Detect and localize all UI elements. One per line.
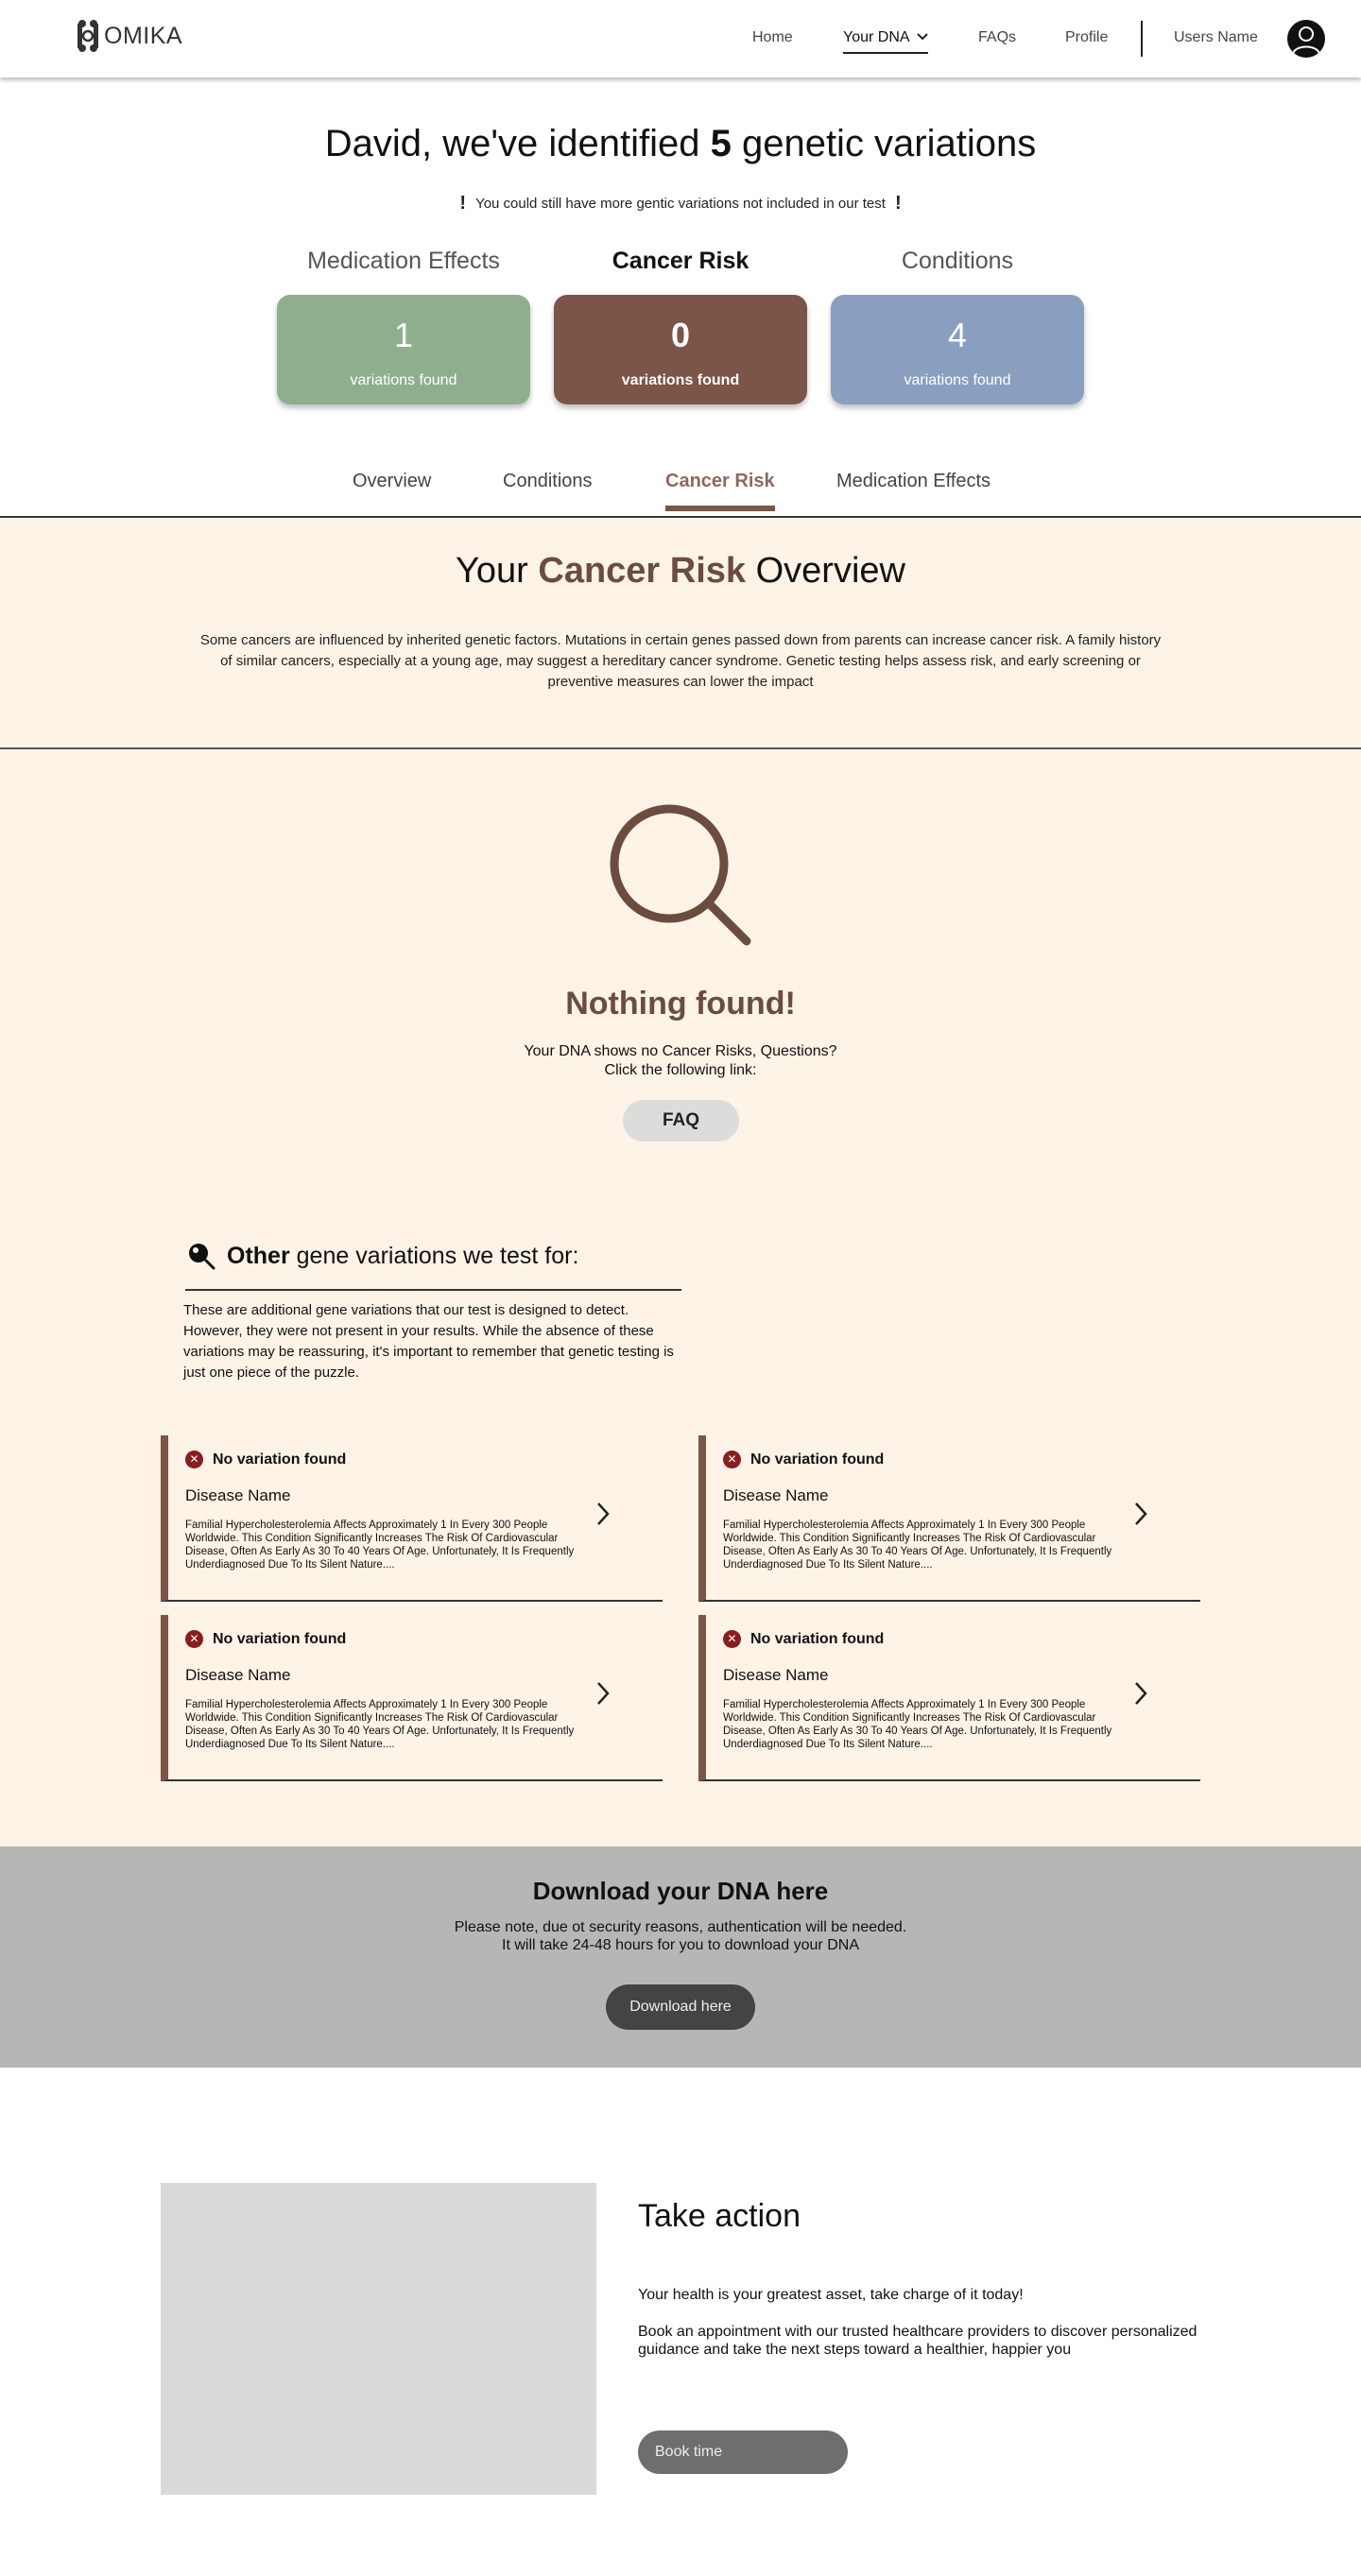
take-action-title: Take action — [638, 2198, 801, 2234]
download-line-1: Please note, due ot security reasons, authentication will be needed. — [454, 1919, 907, 1935]
disease-description: Familial Hypercholesterolemia Affects Approximately 1 In Every 300 People Worldwide. This Condition Significantly Increases The Risk Of Cardiovascular Disease, Often As Early As 30 To 40 Years Of Age. Unfortunately, It Is Frequently Underdiagnosed Due To Its Silent Nature.... — [185, 1699, 575, 1750]
take-action-text-2: Book an appointment with our trusted healthcare providers to discover personalized guidance and take the next steps toward a healthier, happier you — [638, 2324, 1197, 2358]
download-button[interactable]: Download here — [606, 1984, 755, 2030]
disease-description: Familial Hypercholesterolemia Affects Approximately 1 In Every 300 People Worldwide. This Condition Significantly Increases The Risk Of Cardiovascular Disease, Often As Early As 30 To 40 Years Of Age. Unfortunately, It Is Frequently Underdiagnosed Due To Its Silent Nature.... — [723, 1520, 1112, 1571]
variation-status-text: No variation found — [750, 1451, 885, 1468]
book-time-button[interactable]: Book time — [638, 2430, 848, 2474]
nav-your-dna-label: Your DNA — [843, 29, 909, 45]
nav-your-dna-link[interactable] — [843, 29, 928, 54]
variation-status — [723, 1630, 884, 1648]
variation-status — [723, 1451, 884, 1468]
nav-home-link[interactable]: Home — [752, 29, 793, 45]
disease-name: Disease Name — [723, 1486, 829, 1504]
other-heading-rest: gene variations we test for: — [289, 1242, 579, 1269]
chevron-right-icon[interactable] — [1131, 1500, 1150, 1528]
empty-state-line-1: Your DNA shows no Cancer Risks, Questions? — [524, 1043, 837, 1059]
variation-status — [185, 1630, 346, 1648]
disease-description: Familial Hypercholesterolemia Affects Approximately 1 In Every 300 People Worldwide. This Condition Significantly Increases The Risk Of Cardiovascular Disease, Often As Early As 30 To 40 Years Of Age. Unfortunately, It Is Frequently Underdiagnosed Due To Its Silent Nature.... — [723, 1699, 1112, 1750]
variation-status-text: No variation found — [750, 1630, 885, 1647]
card-cancer-risk[interactable] — [554, 248, 807, 404]
variation-status-text: No variation found — [213, 1451, 347, 1468]
close-circle-icon: ✕ — [185, 1451, 203, 1468]
variation-count: 5 — [710, 123, 732, 164]
card-title: Medication Effects — [307, 248, 500, 274]
empty-state-title: Nothing found! — [565, 986, 796, 1022]
card-medication-effects[interactable] — [277, 248, 530, 404]
card-body[interactable] — [554, 295, 807, 404]
other-heading-text — [227, 1243, 578, 1270]
take-action-text-1: Your health is your greatest asset, take charge of it today! — [638, 2287, 1024, 2303]
variation-card[interactable] — [161, 1435, 663, 1602]
omika-logo-icon — [76, 19, 100, 53]
headline-pre: David, we've identified — [324, 123, 711, 164]
variation-card[interactable] — [698, 1615, 1200, 1781]
card-count: 4 — [947, 316, 968, 354]
close-circle-icon: ✕ — [723, 1451, 741, 1468]
card-title: Cancer Risk — [612, 248, 749, 274]
tab-medication-effects[interactable]: Medication Effects — [836, 471, 991, 491]
variation-status — [185, 1451, 346, 1468]
card-title: Conditions — [901, 248, 1014, 274]
tab-cancer-risk[interactable]: Cancer Risk — [665, 471, 775, 511]
card-label: variations found — [904, 372, 1011, 388]
overview-title — [0, 551, 1361, 592]
disease-name: Disease Name — [723, 1666, 829, 1684]
download-text — [0, 1918, 1361, 1954]
disease-name: Disease Name — [185, 1666, 291, 1684]
faq-button[interactable]: FAQ — [623, 1100, 739, 1142]
top-nav — [0, 0, 1361, 77]
card-label: variations found — [350, 372, 457, 388]
variation-status-text: No variation found — [213, 1630, 347, 1647]
download-line-2: It will take 24-48 hours for you to download your DNA — [502, 1937, 859, 1953]
user-icon — [1287, 20, 1325, 58]
card-conditions[interactable] — [831, 248, 1084, 404]
download-title: Download your DNA here — [532, 1877, 829, 1905]
chevron-right-icon[interactable] — [594, 1679, 612, 1708]
overview-text: Some cancers are influenced by inherited genetic factors. Mutations in certain genes passed down from parents can increase cancer risk. A family history of similar cancers, especially at a young age, may suggest a hereditary cancer syndrome. Genetic testing helps assess risk, and early screening or preventive measures can lower the impact — [199, 632, 1162, 690]
empty-state-text — [0, 1042, 1361, 1080]
avatar[interactable] — [1287, 20, 1325, 58]
cancer-risk-overview — [0, 519, 1361, 749]
exclamation-icon: ! — [894, 193, 902, 214]
card-label: variations found — [621, 372, 740, 388]
headline-post: genetic variations — [731, 123, 1037, 164]
other-variations-text: These are additional gene variations that our test is designed to detect. However, they were not present in your results. While the absence of these variations may be reassuring, it's important to remember that genetic testing is just one piece of the puzzle. — [183, 1302, 674, 1381]
variation-card[interactable] — [698, 1435, 1200, 1602]
brand-logo[interactable] — [76, 19, 182, 53]
section-tabs — [0, 454, 1361, 518]
chevron-right-icon[interactable] — [1131, 1679, 1150, 1708]
card-body[interactable] — [831, 295, 1084, 404]
close-circle-icon: ✕ — [185, 1630, 203, 1648]
magnifier-icon — [605, 801, 756, 953]
empty-state-line-2: Click the following link: — [604, 1062, 757, 1078]
card-count: 0 — [670, 316, 691, 354]
overview-title-bold: Cancer Risk — [538, 551, 747, 591]
nav-divider — [1141, 21, 1143, 57]
info-note-text: You could still have more gentic variations not included in our test — [475, 196, 886, 212]
page-title — [0, 123, 1361, 165]
other-heading-bold: Other — [227, 1242, 290, 1269]
download-section — [0, 1846, 1361, 2068]
exclamation-icon: ! — [459, 193, 467, 214]
user-name-link[interactable]: Users Name — [1174, 29, 1258, 45]
nav-faqs-link[interactable]: FAQs — [978, 29, 1017, 45]
close-circle-icon: ✕ — [723, 1630, 741, 1648]
disease-name: Disease Name — [185, 1486, 291, 1504]
overview-title-pre: Your — [456, 551, 539, 591]
image-placeholder — [161, 2183, 596, 2495]
tab-overview[interactable]: Overview — [353, 471, 432, 491]
search-icon — [187, 1242, 215, 1270]
brand-name: OMIKA — [104, 22, 183, 49]
overview-title-post: Overview — [746, 551, 905, 591]
nav-profile-link[interactable]: Profile — [1065, 29, 1109, 45]
other-variations-heading — [187, 1242, 578, 1270]
divider — [185, 1289, 681, 1291]
disease-description: Familial Hypercholesterolemia Affects Approximately 1 In Every 300 People Worldwide. This Condition Significantly Increases The Risk Of Cardiovascular Disease, Often As Early As 30 To 40 Years Of Age. Unfortunately, It Is Frequently Underdiagnosed Due To Its Silent Nature.... — [185, 1520, 575, 1571]
info-note — [0, 193, 1361, 215]
card-body[interactable] — [277, 295, 530, 404]
chevron-right-icon[interactable] — [594, 1500, 612, 1528]
tab-conditions[interactable]: Conditions — [503, 471, 593, 491]
card-count: 1 — [393, 316, 414, 354]
chevron-down-icon — [917, 32, 928, 42]
variation-card[interactable] — [161, 1615, 663, 1781]
